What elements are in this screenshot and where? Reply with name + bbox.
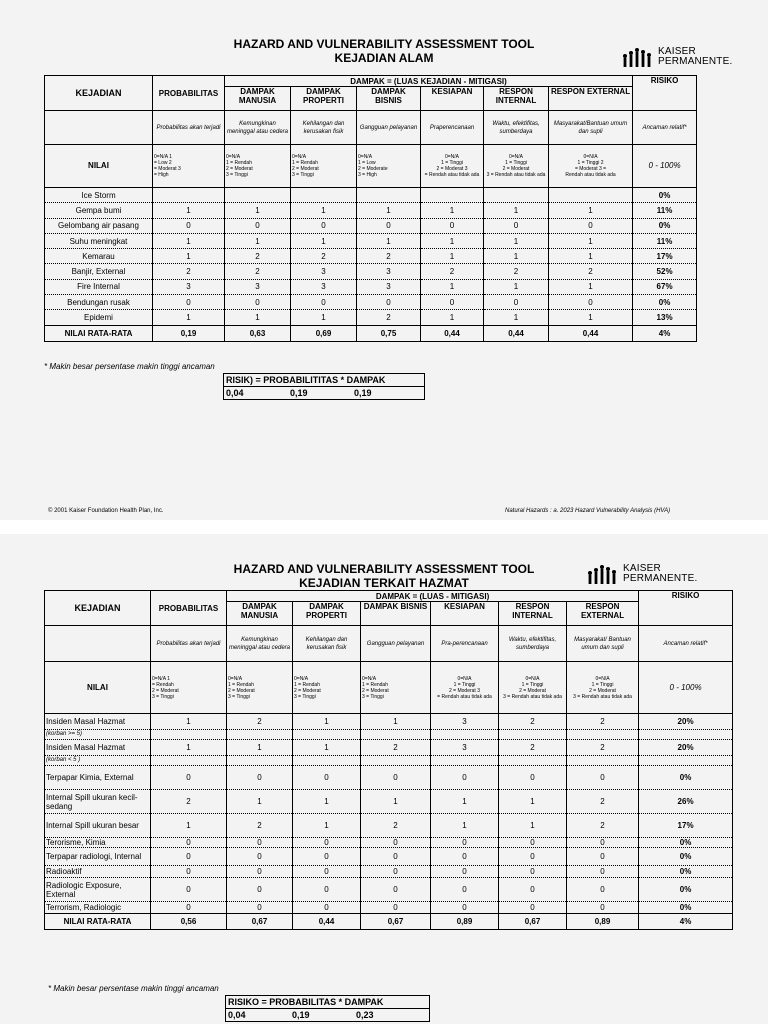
- score-cell: 0: [225, 218, 291, 233]
- score-cell: 2: [567, 790, 639, 814]
- score-cell: 2: [567, 740, 639, 756]
- score-cell: 1: [549, 310, 633, 325]
- score-cell: 1: [549, 279, 633, 294]
- score-cell: [293, 730, 361, 740]
- event-name: Epidemi: [45, 310, 153, 325]
- event-name: Fire Internal: [45, 279, 153, 294]
- page1-risk-formula: [223, 373, 425, 400]
- score-cell: [431, 730, 499, 740]
- risk-value: 20%: [639, 714, 733, 730]
- score-cell: [227, 730, 293, 740]
- page2-title: HAZARD AND VULNERABILITY ASSESSMENT TOOL: [233, 562, 535, 576]
- page-gap: [0, 520, 768, 534]
- score-cell: 0: [361, 848, 431, 866]
- average-value: 4%: [633, 325, 697, 341]
- formula-value: 0,19: [354, 388, 372, 398]
- scale-legend: 0=N/A 1 = Tinggi 2 = Moderat 3 = Rendah atau tidak ada: [484, 145, 549, 188]
- score-cell: 0: [431, 878, 499, 902]
- average-value: 0,44: [421, 325, 484, 341]
- scale-legend: 0=N/A 1 = Rendah 2 = Moderat 3 = Tinggi: [293, 662, 361, 714]
- score-cell: 0: [227, 866, 293, 878]
- score-cell: 1: [153, 233, 225, 248]
- risk-value: [639, 730, 733, 740]
- natural-hazards-table: [44, 75, 697, 342]
- score-cell: [567, 730, 639, 740]
- score-cell: 3: [153, 279, 225, 294]
- score-cell: 3: [291, 264, 357, 279]
- score-cell: 1: [153, 203, 225, 218]
- score-cell: 1: [484, 233, 549, 248]
- average-value: 0,44: [549, 325, 633, 341]
- risk-value: 11%: [633, 233, 697, 248]
- column-description: Gangguan pelayanan: [361, 626, 431, 662]
- formula-value: 0,19: [290, 388, 308, 398]
- score-cell: 1: [421, 233, 484, 248]
- average-value: 0,67: [361, 914, 431, 930]
- column-header-probabilitas: PROBABILITAS: [153, 76, 225, 111]
- column-header-dampak-properti: DAMPAK PROPERTI: [291, 87, 357, 111]
- scale-legend: 0=N/A 1 = Tinggi 2 = Moderat 3 = Rendah atau tidak ada: [499, 662, 567, 714]
- score-cell: 3: [357, 279, 421, 294]
- average-value: 0,56: [151, 914, 227, 930]
- score-cell: 2: [225, 264, 291, 279]
- score-cell: 2: [499, 714, 567, 730]
- score-cell: 1: [431, 814, 499, 838]
- score-cell: 0: [421, 295, 484, 310]
- logo-line1: KAISER: [658, 46, 696, 57]
- score-cell: 1: [421, 310, 484, 325]
- scale-legend: 0=N/A 1 = Low 2 = Moderat 3 = High: [153, 145, 225, 188]
- score-cell: 2: [153, 264, 225, 279]
- score-cell: 0: [549, 295, 633, 310]
- score-cell: 0: [357, 218, 421, 233]
- event-name: Banjir, External: [45, 264, 153, 279]
- risk-value: 0%: [639, 766, 733, 790]
- average-value: 0,44: [484, 325, 549, 341]
- formula-label: RISIK) = PROBABILITITAS * DAMPAK: [224, 374, 424, 387]
- kaiser-logo: [620, 47, 732, 69]
- score-cell: 0: [431, 866, 499, 878]
- formula-value: 0,04: [226, 388, 244, 398]
- risk-value: 0%: [633, 218, 697, 233]
- score-cell: 1: [549, 203, 633, 218]
- score-cell: 0: [227, 902, 293, 914]
- score-cell: [293, 756, 361, 766]
- column-header-kejadian: KEJADIAN: [45, 591, 151, 626]
- score-cell: 0: [361, 866, 431, 878]
- score-cell: 2: [567, 714, 639, 730]
- column-header-risiko: RISIKO: [639, 591, 733, 626]
- event-name: Terpapar Kimia, External: [45, 766, 151, 790]
- column-header-respon-internal: RESPON INTERNAL: [484, 87, 549, 111]
- event-name: Suhu meningkat: [45, 233, 153, 248]
- score-cell: 2: [291, 249, 357, 264]
- scale-legend: 0=N/A 1 = Low 2 = Moderate 3 = High: [357, 145, 421, 188]
- risk-value: 0%: [639, 878, 733, 902]
- column-description: Gangguan pelayanan: [357, 111, 421, 145]
- score-cell: 0: [153, 218, 225, 233]
- score-cell: 0: [293, 866, 361, 878]
- event-name: Insiden Masal Hazmat: [45, 714, 151, 730]
- column-header-kesiapan: KESIAPAN: [421, 87, 484, 111]
- average-value: 0,75: [357, 325, 421, 341]
- event-name: Gelombang air pasang: [45, 218, 153, 233]
- score-cell: 0: [293, 848, 361, 866]
- score-cell: 1: [421, 203, 484, 218]
- event-name: Gempa bumi: [45, 203, 153, 218]
- logo-line2: PERMANENTE.: [623, 573, 698, 584]
- risk-value: 17%: [633, 249, 697, 264]
- score-cell: 0: [549, 218, 633, 233]
- score-cell: 2: [357, 249, 421, 264]
- risk-scale: 0 - 100%: [639, 662, 733, 714]
- score-cell: 0: [225, 295, 291, 310]
- logo-line2: PERMANENTE.: [658, 56, 733, 67]
- column-header-respon-external: RESPON EXTERNAL: [549, 87, 633, 111]
- score-cell: 0: [499, 848, 567, 866]
- score-cell: 0: [227, 766, 293, 790]
- score-cell: [361, 730, 431, 740]
- event-name: (korban < 5 ): [45, 756, 151, 766]
- event-name: Insiden Masal Hazmat: [45, 740, 151, 756]
- column-description: Probabilitas akan terjadi: [151, 626, 227, 662]
- scale-legend: 0=N/A 1 = Tinggi 2 = Moderat 3 = Rendah atau tidak ada: [549, 145, 633, 188]
- column-description: Ancaman relatif*: [633, 111, 697, 145]
- score-cell: 0: [431, 766, 499, 790]
- column-header-kesiapan: KESIAPAN: [431, 602, 499, 626]
- score-cell: 0: [567, 878, 639, 902]
- event-name: Radiologic Exposure, External: [45, 878, 151, 902]
- column-description: Probabilitas akan terjadi: [153, 111, 225, 145]
- page1-title: HAZARD AND VULNERABILITY ASSESSMENT TOOL: [233, 37, 535, 51]
- average-label: NILAI RATA-RATA: [45, 914, 151, 930]
- scale-legend: 0=N/A 1 = Rendah 2 = Moderat 3 = Tinggi: [227, 662, 293, 714]
- page2-footnote: * Makin besar persentase makin tinggi ancaman: [48, 984, 219, 993]
- kaiser-logo: [585, 564, 697, 586]
- score-cell: 1: [227, 790, 293, 814]
- score-cell: 0: [293, 878, 361, 902]
- score-cell: 1: [293, 790, 361, 814]
- column-description: Masyarakat/ Bantuan umum dan supli: [567, 626, 639, 662]
- score-cell: 1: [421, 249, 484, 264]
- score-cell: 0: [567, 838, 639, 848]
- column-description: Masyarakat/Bantuan umum dan supli: [549, 111, 633, 145]
- event-name: Terrorism, Radiologic: [45, 902, 151, 914]
- score-cell: 0: [153, 295, 225, 310]
- event-name: (korban >= 5): [45, 730, 151, 740]
- page2-subtitle: KEJADIAN TERKAIT HAZMAT: [299, 576, 469, 590]
- score-cell: 0: [361, 766, 431, 790]
- score-cell: 0: [484, 295, 549, 310]
- column-header-risiko: RISIKO: [633, 76, 697, 111]
- column-header-respon-external: RESPON EXTERNAL: [567, 602, 639, 626]
- formula-value: 0,04: [228, 1010, 246, 1020]
- event-name: Ice Storm: [45, 188, 153, 203]
- score-cell: 2: [227, 714, 293, 730]
- scale-legend: 0=N/A 1 = Rendah 2 = Moderat 3 = Tinggi: [151, 662, 227, 714]
- score-cell: [499, 730, 567, 740]
- event-name: Terpapar radiologi, Internal: [45, 848, 151, 866]
- score-cell: 2: [484, 264, 549, 279]
- score-cell: 0: [227, 878, 293, 902]
- score-cell: [227, 756, 293, 766]
- risk-value: 0%: [639, 902, 733, 914]
- risk-value: [639, 756, 733, 766]
- column-description: Waktu, efektifitas, sumberdaya: [499, 626, 567, 662]
- score-cell: 2: [549, 264, 633, 279]
- risk-value: 13%: [633, 310, 697, 325]
- score-cell: [361, 756, 431, 766]
- score-cell: 1: [549, 249, 633, 264]
- column-description: Pra-perencanaan: [431, 626, 499, 662]
- score-cell: [357, 188, 421, 203]
- score-cell: [291, 188, 357, 203]
- column-description: Ancaman relatif*: [639, 626, 733, 662]
- score-cell: [499, 756, 567, 766]
- score-cell: 1: [293, 814, 361, 838]
- page-hazmat: [0, 534, 768, 1024]
- average-value: 0,19: [153, 325, 225, 341]
- blank-cell: [45, 626, 151, 662]
- risk-value: 26%: [639, 790, 733, 814]
- risk-value: 67%: [633, 279, 697, 294]
- column-header-probabilitas: PROBABILITAS: [151, 591, 227, 626]
- score-cell: 1: [361, 790, 431, 814]
- score-cell: 1: [225, 310, 291, 325]
- column-description: Kehilangan dan kerusakan fisik: [293, 626, 361, 662]
- average-value: 0,67: [227, 914, 293, 930]
- scale-legend: 0=N/A 1 = Tinggi 2 = Moderat 3 = Rendah atau tidak ada: [567, 662, 639, 714]
- column-header-dampak-bisnis: DAMPAK BISNIS: [361, 602, 431, 626]
- average-value: 0,67: [499, 914, 567, 930]
- page2-risk-formula: [225, 995, 430, 1022]
- column-description: Kemungkinan meninggal atau cedera: [225, 111, 291, 145]
- score-cell: 1: [153, 249, 225, 264]
- score-cell: 1: [361, 714, 431, 730]
- page1-copyright: © 2001 Kaiser Foundation Health Plan, Inc.: [48, 508, 164, 514]
- event-name: Internal Spill ukuran kecil-sedang: [45, 790, 151, 814]
- kaiser-logo-icon: [585, 564, 619, 586]
- score-cell: 0: [484, 218, 549, 233]
- score-cell: 0: [499, 902, 567, 914]
- score-cell: 1: [484, 310, 549, 325]
- average-value: 0,89: [567, 914, 639, 930]
- score-cell: 0: [357, 295, 421, 310]
- score-cell: 1: [484, 203, 549, 218]
- score-cell: 3: [291, 279, 357, 294]
- score-cell: 2: [499, 740, 567, 756]
- blank-cell: [45, 111, 153, 145]
- score-cell: 0: [567, 902, 639, 914]
- average-value: 0,69: [291, 325, 357, 341]
- score-cell: 0: [151, 878, 227, 902]
- score-cell: 2: [225, 249, 291, 264]
- score-cell: 0: [151, 838, 227, 848]
- page1-subtitle: KEJADIAN ALAM: [334, 51, 434, 65]
- score-cell: 0: [151, 848, 227, 866]
- score-cell: [153, 188, 225, 203]
- risk-value: 0%: [639, 838, 733, 848]
- score-cell: 2: [361, 814, 431, 838]
- risk-value: 11%: [633, 203, 697, 218]
- score-cell: 0: [499, 838, 567, 848]
- risk-value: 0%: [633, 188, 697, 203]
- score-cell: 0: [431, 838, 499, 848]
- score-cell: 2: [357, 310, 421, 325]
- score-cell: [151, 730, 227, 740]
- scale-legend: 0=N/A 1 = Tinggi 2 = Moderat 3 = Rendah atau tidak ada: [431, 662, 499, 714]
- column-header-dampak-properti: DAMPAK PROPERTI: [293, 602, 361, 626]
- column-header-kejadian: KEJADIAN: [45, 76, 153, 111]
- score-cell: [151, 756, 227, 766]
- formula-label: RISIKO = PROBABILITAS * DAMPAK: [226, 996, 429, 1009]
- score-cell: 3: [431, 740, 499, 756]
- score-cell: 1: [499, 790, 567, 814]
- risk-value: 20%: [639, 740, 733, 756]
- risk-value: 17%: [639, 814, 733, 838]
- column-header-respon-internal: RESPON INTERNAL: [499, 602, 567, 626]
- risk-value: 0%: [639, 866, 733, 878]
- score-cell: 3: [431, 714, 499, 730]
- column-description: Kehilangan dan kerusakan fisik: [291, 111, 357, 145]
- score-cell: 0: [151, 866, 227, 878]
- event-name: Terorisme, Kimia: [45, 838, 151, 848]
- score-cell: 0: [499, 766, 567, 790]
- average-value: 0,44: [293, 914, 361, 930]
- score-cell: [421, 188, 484, 203]
- page1-footer-reference: Natural Hazards : a. 2023 Hazard Vulnerability Analysis (HVA): [505, 508, 671, 514]
- score-cell: [225, 188, 291, 203]
- score-cell: [484, 188, 549, 203]
- score-cell: 0: [361, 838, 431, 848]
- column-header-dampak-manusia: DAMPAK MANUSIA: [225, 87, 291, 111]
- score-cell: 1: [151, 740, 227, 756]
- score-cell: 0: [361, 878, 431, 902]
- score-cell: 2: [227, 814, 293, 838]
- column-header-dampak-bisnis: DAMPAK BISNIS: [357, 87, 421, 111]
- average-value: 4%: [639, 914, 733, 930]
- hazmat-table: [44, 590, 733, 930]
- average-value: 0,63: [225, 325, 291, 341]
- score-cell: 0: [431, 902, 499, 914]
- risk-value: 0%: [633, 295, 697, 310]
- score-cell: 0: [291, 295, 357, 310]
- score-cell: 1: [484, 249, 549, 264]
- column-description: Praperencanaan: [421, 111, 484, 145]
- score-cell: 1: [291, 310, 357, 325]
- score-cell: 1: [421, 279, 484, 294]
- score-cell: 2: [151, 790, 227, 814]
- score-cell: 1: [151, 814, 227, 838]
- score-cell: 1: [291, 233, 357, 248]
- score-cell: 0: [499, 878, 567, 902]
- score-cell: 1: [225, 203, 291, 218]
- score-cell: 1: [357, 203, 421, 218]
- event-name: Bendungan rusak: [45, 295, 153, 310]
- formula-value: 0,23: [356, 1010, 374, 1020]
- score-cell: 1: [291, 203, 357, 218]
- score-cell: 1: [225, 233, 291, 248]
- dampak-header: DAMPAK = (LUAS KEJADIAN - MITIGASI): [225, 76, 633, 87]
- formula-value: 0,19: [292, 1010, 310, 1020]
- event-name: Kemarau: [45, 249, 153, 264]
- score-cell: 1: [293, 714, 361, 730]
- score-cell: 2: [421, 264, 484, 279]
- score-cell: 0: [151, 902, 227, 914]
- score-cell: 3: [225, 279, 291, 294]
- score-cell: 0: [293, 766, 361, 790]
- score-cell: 1: [499, 814, 567, 838]
- event-name: Radioaktif: [45, 866, 151, 878]
- score-cell: 0: [499, 866, 567, 878]
- score-cell: 1: [549, 233, 633, 248]
- score-cell: 0: [361, 902, 431, 914]
- score-cell: 1: [293, 740, 361, 756]
- score-cell: 0: [567, 848, 639, 866]
- nilai-label: NILAI: [45, 662, 151, 714]
- score-cell: 0: [421, 218, 484, 233]
- score-cell: 0: [567, 866, 639, 878]
- scale-legend: 0=N/A 1 = Tinggi 2 = Moderat 3 = Rendah atau tidak ada: [421, 145, 484, 188]
- risk-value: 0%: [639, 848, 733, 866]
- risk-scale: 0 - 100%: [633, 145, 697, 188]
- score-cell: 1: [153, 310, 225, 325]
- score-cell: [549, 188, 633, 203]
- average-label: NILAI RATA-RATA: [45, 325, 153, 341]
- nilai-label: NILAI: [45, 145, 153, 188]
- kaiser-logo-icon: [620, 47, 654, 69]
- score-cell: 3: [357, 264, 421, 279]
- score-cell: 1: [357, 233, 421, 248]
- score-cell: 2: [361, 740, 431, 756]
- score-cell: 0: [227, 848, 293, 866]
- event-name: Internal Spill ukuran besar: [45, 814, 151, 838]
- score-cell: 1: [431, 790, 499, 814]
- scale-legend: 0=N/A 1 = Rendah 2 = Moderat 3 = Tinggi: [361, 662, 431, 714]
- dampak-header: DAMPAK = (LUAS - MITIGASI): [227, 591, 639, 602]
- score-cell: 0: [567, 766, 639, 790]
- score-cell: 0: [227, 838, 293, 848]
- score-cell: 0: [293, 838, 361, 848]
- score-cell: 1: [484, 279, 549, 294]
- column-description: Waktu, efektifitas, sumberdaya: [484, 111, 549, 145]
- score-cell: 1: [227, 740, 293, 756]
- column-description: Kemungkinan meninggal atau cedera: [227, 626, 293, 662]
- score-cell: 2: [567, 814, 639, 838]
- score-cell: 1: [151, 714, 227, 730]
- scale-legend: 0=N/A 1 = Rendah 2 = Moderat 3 = Tinggi: [225, 145, 291, 188]
- score-cell: [567, 756, 639, 766]
- score-cell: 0: [291, 218, 357, 233]
- score-cell: 0: [293, 902, 361, 914]
- average-value: 0,89: [431, 914, 499, 930]
- logo-line1: KAISER: [623, 563, 661, 574]
- page1-footnote: * Makin besar persentase makin tinggi ancaman: [44, 362, 215, 371]
- score-cell: 0: [151, 766, 227, 790]
- risk-value: 52%: [633, 264, 697, 279]
- scale-legend: 0=N/A 1 = Rendah 2 = Moderat 3 = Tinggi: [291, 145, 357, 188]
- score-cell: [431, 756, 499, 766]
- score-cell: 0: [431, 848, 499, 866]
- column-header-dampak-manusia: DAMPAK MANUSIA: [227, 602, 293, 626]
